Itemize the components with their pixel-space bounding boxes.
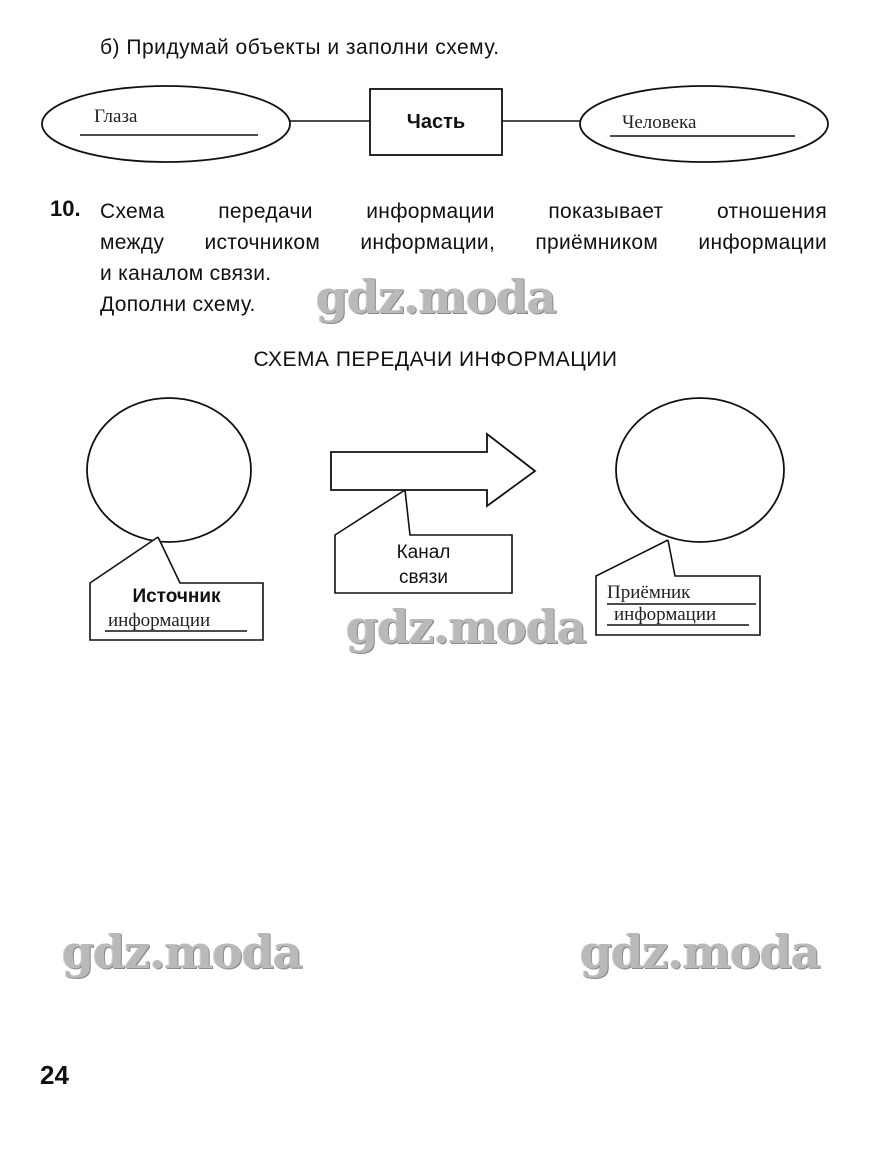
watermark: gdz.moda — [316, 270, 556, 324]
watermark: gdz.moda — [346, 600, 586, 654]
source-circle — [87, 398, 251, 542]
receiver-label-handwritten-1: Приёмник — [607, 582, 691, 603]
task-text-line-2: между источником информации, приёмником информации — [100, 231, 827, 254]
channel-label-line-1: Канал — [396, 542, 451, 563]
left-oval — [42, 86, 290, 162]
scheme-title: СХЕМА ПЕРЕДАЧИ ИНФОРМАЦИИ — [253, 348, 618, 371]
receiver-label-handwritten-2: информации — [614, 604, 717, 625]
watermark: gdz.moda — [580, 925, 820, 979]
right-oval-answer: Человека — [622, 112, 697, 133]
receiver-circle — [616, 398, 784, 542]
source-label-printed: Источник — [132, 586, 221, 607]
channel-label-line-2: связи — [399, 567, 448, 588]
left-oval-answer: Глаза — [94, 106, 138, 127]
task-text-line-1: Схема передачи информации показывает отношения — [100, 200, 827, 223]
page-number: 24 — [40, 1060, 69, 1090]
center-box-label: Часть — [406, 111, 466, 133]
task-number: 10. — [50, 196, 81, 221]
task-b-prompt: б) Придумай объекты и заполни схему. — [100, 36, 500, 59]
task-text-line-4: Дополни схему. — [100, 293, 256, 316]
source-label-handwritten: информации — [108, 610, 211, 631]
right-oval — [580, 86, 828, 162]
channel-arrow — [331, 434, 535, 506]
watermark: gdz.moda — [62, 925, 302, 979]
task-text-line-3: и каналом связи. — [100, 262, 272, 285]
